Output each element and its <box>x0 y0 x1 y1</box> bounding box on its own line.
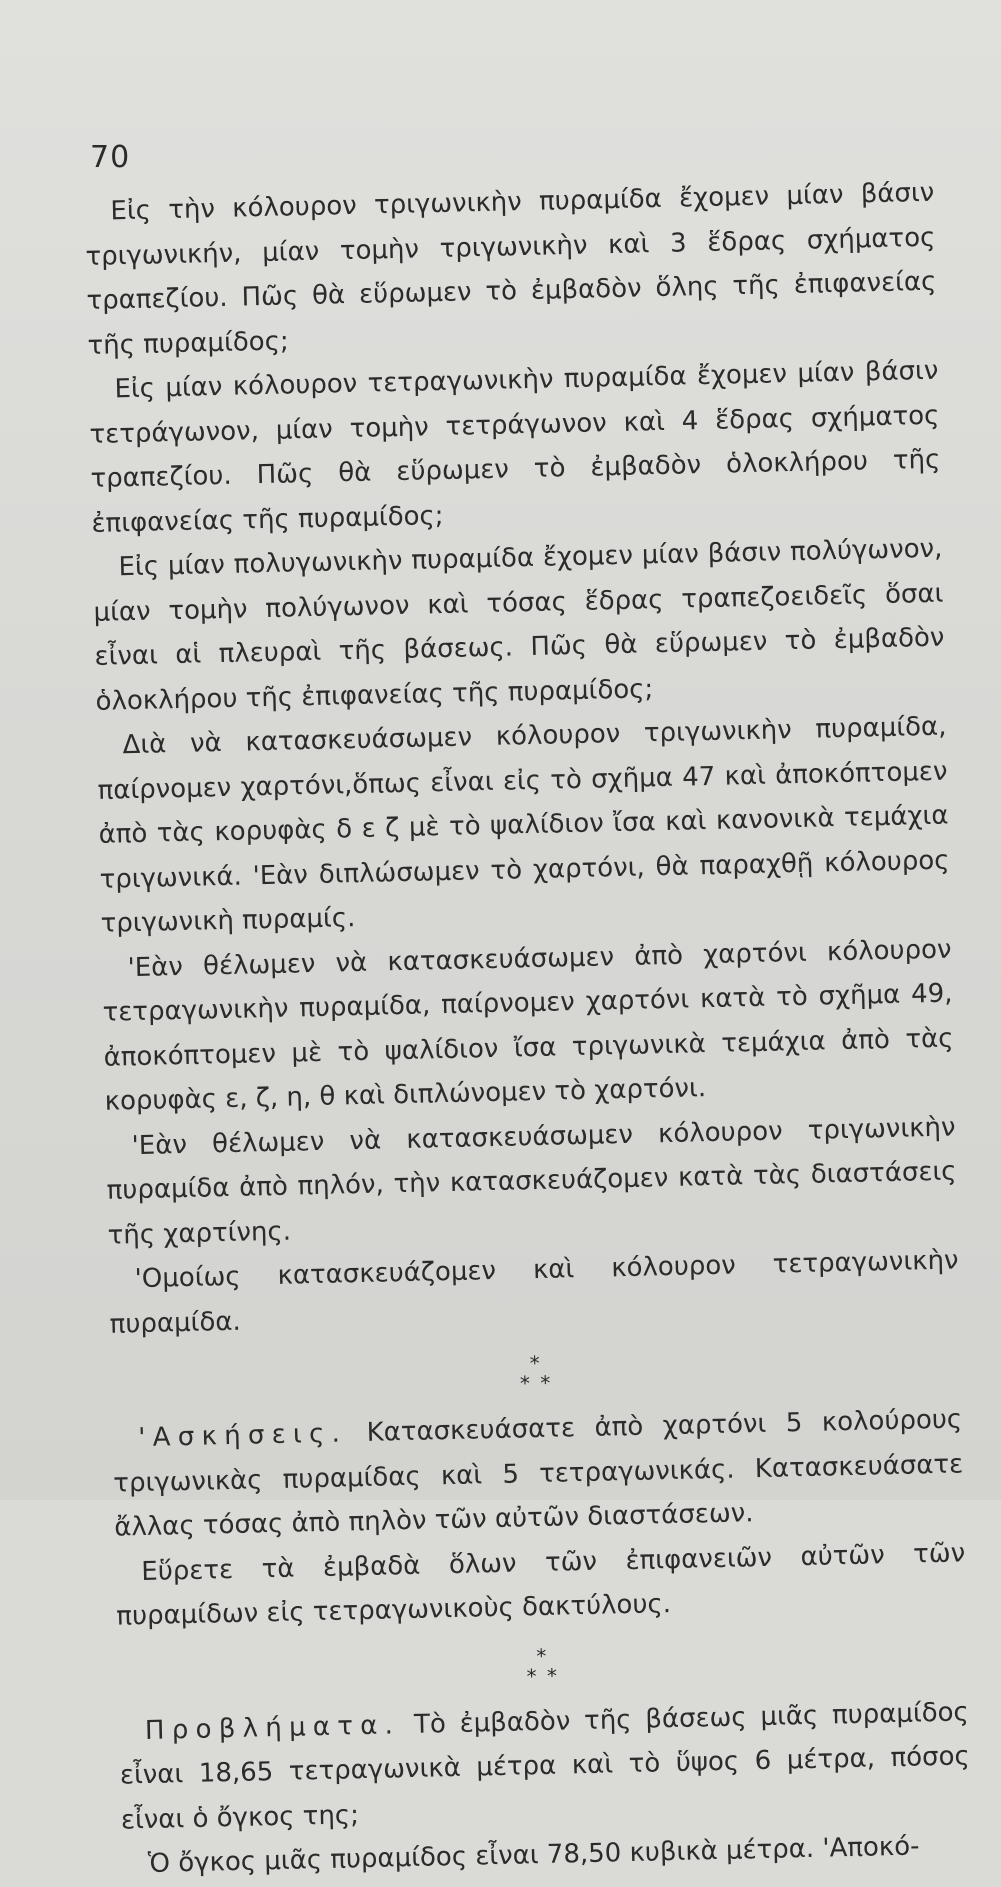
problems-paragraph <box>118 1690 971 1843</box>
exercises-text-1: Κατασκευάσατε ἀπὸ χαρτόνι 5 κολούρους τριγωνικὰς πυραμίδας καὶ 5 τετραγωνικάς. Κατασκευάσατε ἄλλας τόσας ἀπὸ πηλὸν τῶν αὐτῶν διαστάσεων. <box>113 1404 964 1543</box>
paragraph-truncated-square-pyramid: Εἰς μίαν κόλουρον τετραγωνικὴν πυραμίδα ἔχομεν μίαν βάσιν τετράγωνον, μίαν τομὴν τετράγωνον καὶ 4 ἕδρας σχήματος τραπεζίου. Πῶς θὰ εὕρωμεν τὸ ἐμβαδὸν ὁλοκλήρου τῆς ἐπιφανείας τῆς πυραμίδος; <box>89 355 941 539</box>
page-body <box>84 171 972 1887</box>
paragraph-construct-triangular: Διὰ νὰ κατασκευάσωμεν κόλουρον τριγωνικὴν πυραμίδα, παίρνομεν χαρτόνι,ὅπως εἶναι εἰς τὸ σχῆμα 47 καὶ ἀποκόπτομεν ἀπὸ τὰς κορυφὰς δ ε ζ μὲ τὸ ψαλίδιον ἴσα καὶ κανονικὰ τεμάχια τριγωνικά. 'Εὰν διπλώσωμεν τὸ χαρτόνι, θὰ παραχθῇ κόλουρος τριγωνικὴ πυραμίς. <box>97 711 950 939</box>
paragraph-construct-square: 'Εὰν θέλωμεν νὰ κατασκευάσωμεν ἀπὸ χαρτόνι κόλουρον τετραγωνικὴν πυραμίδα, παίρνομεν χαρτόνι κατὰ τὸ σχῆμα 49, ἀποκόπτομεν μὲ τὸ ψαλίδιον ἴσα τριγωνικὰ τεμάχια ἀπὸ τὰς κορυφὰς ε, ζ, η, θ καὶ διπλώνομεν τὸ χαρτόνι. <box>102 934 954 1117</box>
problems-text-2: Ὁ ὄγκος μιᾶς πυραμίδος εἶναι 78,50 κυβικὰ μέτρα. 'Αποκό- <box>147 1831 920 1879</box>
problems-heading: Προβλήματα. <box>144 1709 401 1746</box>
page-number: 70 <box>90 140 131 175</box>
exercises-heading: 'Ασκήσεις. <box>137 1418 348 1454</box>
paragraph-similarly: 'Ομοίως κατασκευάζομεν καὶ κόλουρον τετραγωνικὴν πυραμίδα. <box>109 1245 959 1340</box>
exercises-paragraph <box>112 1397 965 1550</box>
paragraph-clay-construction: 'Εὰν θέλωμεν νὰ κατασκευάσωμεν κόλουρον τριγωνικὴν πυραμίδα ἀπὸ πηλόν, τὴν κατασκευάζομεν κατὰ τὰς διαστάσεις τῆς χαρτίνης. <box>106 1111 957 1251</box>
problems-text-1: Τὸ ἐμβαδὸν τῆς βάσεως μιᾶς πυραμίδος εἶναι 18,65 τετραγωνικὰ μέτρα καὶ τὸ ὕψος 6 μέτρα, πόσος εἶναι ὁ ὄγκος της; <box>119 1696 971 1836</box>
exercises-text-2: Εὕρετε τὰ ἐμβαδὰ ὅλων τῶν ἐπιφανειῶν αὐτῶν τῶν πυραμίδων εἰς τετραγωνικοὺς δακτύλους. <box>116 1537 966 1632</box>
separator-2-star-top: * <box>536 1643 549 1668</box>
separator-stars-bottom: * * <box>519 1370 553 1396</box>
paragraph-polygonal-pyramid: Εἰς μίαν πολυγωνικὴν πυραμίδα ἔχομεν μίαν βάσιν πολύγωνον, μίαν τομὴν πολύγωνον καὶ τόσας ἕδρας τραπεζοειδεῖς ὅσαι εἶναι αἱ πλευραὶ τῆς βάσεως. Πῶς θὰ εὕρωμεν τὸ ἐμβαδὸν ὁλοκλήρου τῆς ἐπιφανείας τῆς πυραμίδος; <box>93 533 945 717</box>
separator-star-top: * <box>529 1350 543 1376</box>
paragraph-truncated-triangular-pyramid: Εἰς τὴν κόλουρον τριγωνικὴν πυραμίδα ἔχομεν μίαν βάσιν τριγωνικήν, μίαν τομὴν τριγωνικὴν καὶ 3 ἕδρας σχήματος τραπεζίου. Πῶς θὰ εὕρωμεν τὸ ἐμβαδὸν ὅλης τῆς ἐπιφανείας τῆς πυραμίδος; <box>85 177 937 361</box>
separator-2-stars-bottom: * * <box>526 1663 560 1688</box>
